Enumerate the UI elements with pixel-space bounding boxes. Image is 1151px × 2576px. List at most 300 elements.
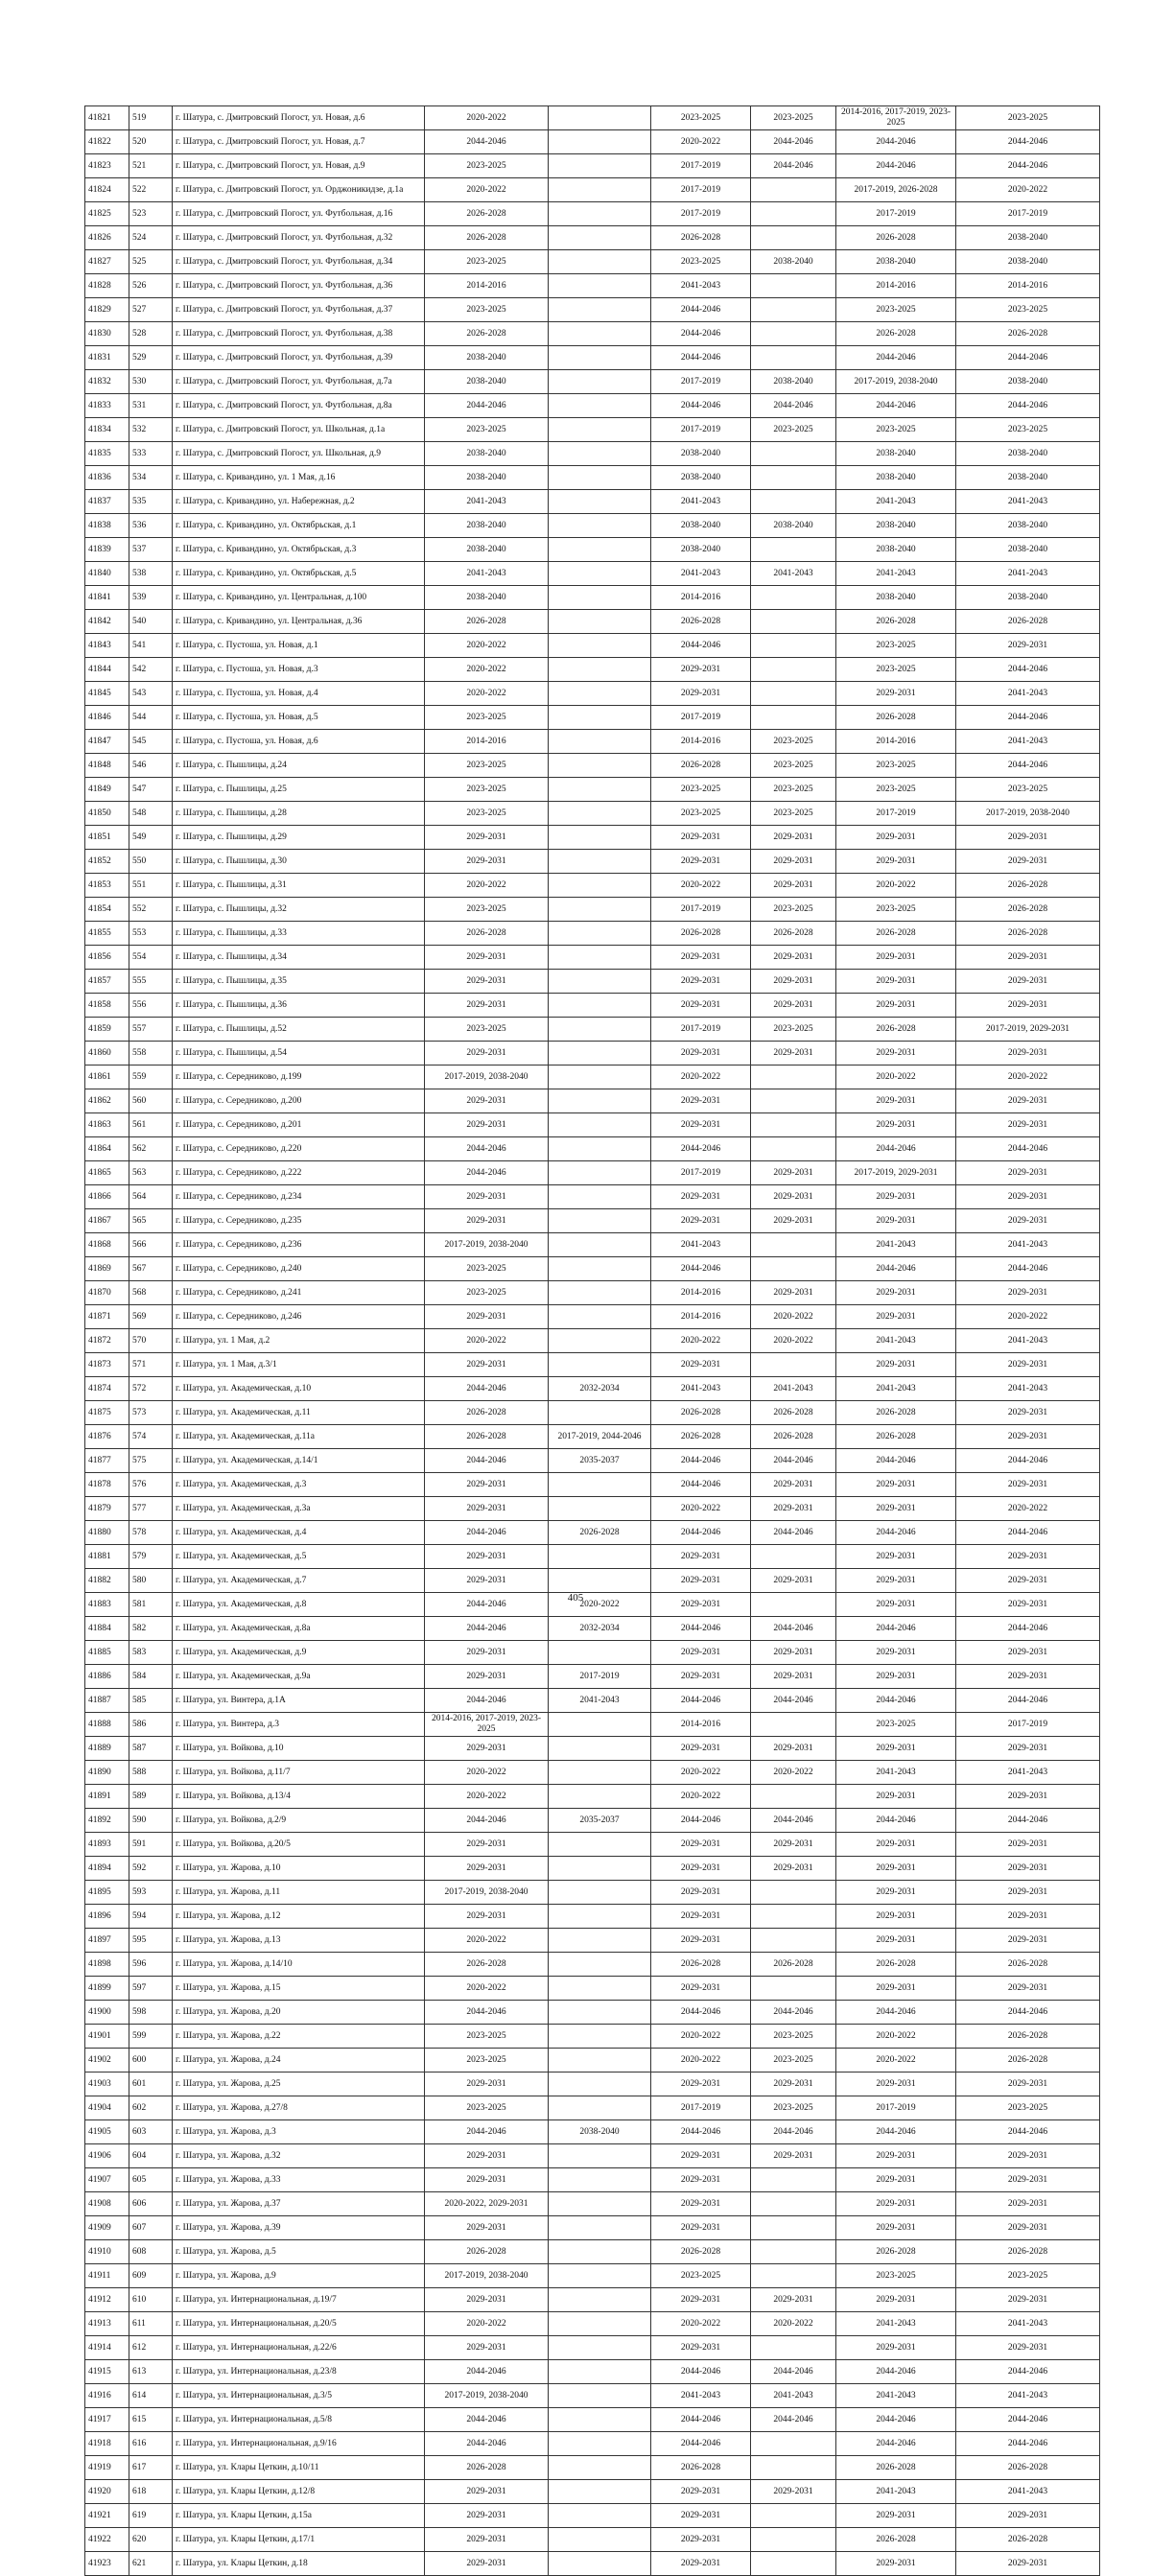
cell-period-3: 2044-2046: [651, 1809, 751, 1833]
cell-period-4: [751, 634, 836, 658]
cell-record-id: 41918: [85, 2432, 129, 2456]
cell-address: г. Шатура, ул. Интернациональная, д.22/6: [173, 2336, 425, 2360]
cell-record-id: 41843: [85, 634, 129, 658]
cell-period-2: [549, 1089, 651, 1113]
cell-period-4: 2023-2025: [751, 730, 836, 754]
cell-period-2: [549, 970, 651, 994]
cell-record-id: 41894: [85, 1857, 129, 1881]
cell-item-number: 621: [129, 2552, 173, 2576]
cell-address: г. Шатура, ул. Клары Цеткин, д.12/8: [173, 2480, 425, 2504]
cell-address: г. Шатура, ул. Винтера, д.1А: [173, 1689, 425, 1713]
table-row: [85, 2168, 1100, 2192]
cell-period-5: 2017-2019, 2029-2031: [836, 1161, 956, 1185]
cell-period-6: 2029-2031: [956, 2336, 1100, 2360]
cell-address: г. Шатура, ул. Жарова, д.27/8: [173, 2096, 425, 2120]
cell-period-1: 2026-2028: [425, 922, 549, 946]
cell-period-2: [549, 226, 651, 250]
cell-address: г. Шатура, с. Середниково, д.241: [173, 1281, 425, 1305]
table-row: [85, 1641, 1100, 1665]
cell-address: г. Шатура, ул. Интернациональная, д.5/8: [173, 2408, 425, 2432]
cell-item-number: 607: [129, 2216, 173, 2240]
cell-period-3: 2014-2016: [651, 730, 751, 754]
cell-period-3: 2026-2028: [651, 922, 751, 946]
table-row: [85, 2552, 1100, 2576]
cell-period-6: 2044-2046: [956, 754, 1100, 778]
cell-address: г. Шатура, с. Пышлицы, д.33: [173, 922, 425, 946]
cell-period-6: 2044-2046: [956, 1449, 1100, 1473]
table-row: [85, 1545, 1100, 1569]
cell-period-2: [549, 994, 651, 1018]
cell-period-5: 2029-2031: [836, 1473, 956, 1497]
cell-period-3: 2029-2031: [651, 1545, 751, 1569]
cell-address: г. Шатура, с. Дмитровский Погост, ул. Футбольная, д.16: [173, 202, 425, 226]
cell-period-1: 2044-2046: [425, 1137, 549, 1161]
cell-period-5: 2029-2031: [836, 826, 956, 850]
cell-period-5: 2020-2022: [836, 2025, 956, 2049]
cell-period-5: 2029-2031: [836, 1497, 956, 1521]
cell-period-1: 2029-2031: [425, 1857, 549, 1881]
cell-item-number: 609: [129, 2264, 173, 2288]
table-row: [85, 250, 1100, 274]
cell-address: г. Шатура, с. Середниково, д.200: [173, 1089, 425, 1113]
table-row: [85, 874, 1100, 898]
cell-period-6: 2029-2031: [956, 1785, 1100, 1809]
cell-record-id: 41906: [85, 2144, 129, 2168]
cell-period-6: 2038-2040: [956, 586, 1100, 610]
cell-address: г. Шатура, ул. Жарова, д.13: [173, 1929, 425, 1953]
cell-address: г. Шатура, с. Дмитровский Погост, ул. Футбольная, д.8а: [173, 394, 425, 418]
cell-period-5: 2029-2031: [836, 1785, 956, 1809]
page-number: 405: [567, 1592, 584, 1604]
cell-period-4: [751, 178, 836, 202]
table-row: [85, 2264, 1100, 2288]
cell-record-id: 41920: [85, 2480, 129, 2504]
cell-period-4: [751, 1089, 836, 1113]
cell-record-id: 41874: [85, 1377, 129, 1401]
table-row: [85, 826, 1100, 850]
cell-period-3: 2029-2031: [651, 2168, 751, 2192]
cell-item-number: 534: [129, 466, 173, 490]
cell-address: г. Шатура, с. Кривандино, ул. Центральная, д.100: [173, 586, 425, 610]
cell-period-6: 2023-2025: [956, 106, 1100, 130]
cell-period-5: 2044-2046: [836, 1257, 956, 1281]
cell-period-3: 2020-2022: [651, 1329, 751, 1353]
table-row: [85, 1377, 1100, 1401]
cell-item-number: 583: [129, 1641, 173, 1665]
cell-period-1: 2029-2031: [425, 1305, 549, 1329]
cell-period-3: 2038-2040: [651, 538, 751, 562]
cell-period-1: 2029-2031: [425, 2504, 549, 2528]
cell-period-6: 2029-2031: [956, 1281, 1100, 1305]
cell-period-5: 2029-2031: [836, 1905, 956, 1929]
cell-address: г. Шатура, ул. Академическая, д.9а: [173, 1665, 425, 1689]
cell-period-4: 2029-2031: [751, 1473, 836, 1497]
cell-period-3: 2038-2040: [651, 442, 751, 466]
cell-period-2: [549, 2384, 651, 2408]
cell-period-5: 2023-2025: [836, 658, 956, 682]
cell-address: г. Шатура, с. Середниково, д.235: [173, 1209, 425, 1233]
cell-period-2: [549, 130, 651, 154]
cell-period-3: 2041-2043: [651, 1377, 751, 1401]
cell-period-1: 2020-2022: [425, 106, 549, 130]
cell-record-id: 41829: [85, 298, 129, 322]
cell-item-number: 599: [129, 2025, 173, 2049]
cell-period-2: [549, 322, 651, 346]
cell-period-5: 2023-2025: [836, 778, 956, 802]
cell-record-id: 41888: [85, 1713, 129, 1737]
cell-item-number: 560: [129, 1089, 173, 1113]
table-row: [85, 922, 1100, 946]
cell-period-1: 2044-2046: [425, 1689, 549, 1713]
cell-address: г. Шатура, с. Середниково, д.199: [173, 1066, 425, 1089]
cell-period-1: 2017-2019, 2038-2040: [425, 1233, 549, 1257]
cell-address: г. Шатура, ул. Войкова, д.2/9: [173, 1809, 425, 1833]
cell-address: г. Шатура, с. Середниково, д.222: [173, 1161, 425, 1185]
cell-period-1: 2014-2016: [425, 730, 549, 754]
cell-period-3: 2044-2046: [651, 2360, 751, 2384]
cell-period-4: 2023-2025: [751, 754, 836, 778]
cell-period-2: [549, 898, 651, 922]
cell-period-4: 2044-2046: [751, 2120, 836, 2144]
cell-address: г. Шатура, ул. Войкова, д.11/7: [173, 1761, 425, 1785]
table-row: [85, 1617, 1100, 1641]
cell-period-3: 2026-2028: [651, 2456, 751, 2480]
cell-period-4: 2023-2025: [751, 106, 836, 130]
cell-period-1: 2017-2019, 2038-2040: [425, 1881, 549, 1905]
cell-address: г. Шатура, ул. Клары Цеткин, д.18: [173, 2552, 425, 2576]
cell-item-number: 617: [129, 2456, 173, 2480]
cell-item-number: 561: [129, 1113, 173, 1137]
cell-period-3: 2026-2028: [651, 226, 751, 250]
cell-period-1: 2038-2040: [425, 466, 549, 490]
cell-period-1: 2023-2025: [425, 2049, 549, 2073]
cell-period-5: 2029-2031: [836, 2288, 956, 2312]
cell-period-2: [549, 2408, 651, 2432]
cell-period-3: 2044-2046: [651, 1449, 751, 1473]
table-row: [85, 2384, 1100, 2408]
cell-period-5: 2041-2043: [836, 1329, 956, 1353]
cell-period-1: 2038-2040: [425, 346, 549, 370]
cell-period-4: 2029-2031: [751, 1833, 836, 1857]
cell-period-3: 2029-2031: [651, 1569, 751, 1593]
cell-period-1: 2020-2022: [425, 682, 549, 706]
cell-address: г. Шатура, ул. Академическая, д.3: [173, 1473, 425, 1497]
cell-period-1: 2017-2019, 2038-2040: [425, 2384, 549, 2408]
table-row: [85, 274, 1100, 298]
cell-address: г. Шатура, ул. Академическая, д.5: [173, 1545, 425, 1569]
cell-period-5: 2029-2031: [836, 682, 956, 706]
cell-item-number: 618: [129, 2480, 173, 2504]
table-row: [85, 2240, 1100, 2264]
cell-address: г. Шатура, ул. Жарова, д.24: [173, 2049, 425, 2073]
cell-item-number: 557: [129, 1018, 173, 1042]
cell-period-3: 2017-2019: [651, 154, 751, 178]
cell-period-3: 2017-2019: [651, 706, 751, 730]
cell-period-1: 2029-2031: [425, 1185, 549, 1209]
cell-period-3: 2026-2028: [651, 754, 751, 778]
cell-period-3: 2044-2046: [651, 346, 751, 370]
cell-period-3: 2029-2031: [651, 1665, 751, 1689]
cell-item-number: 571: [129, 1353, 173, 1377]
cell-period-4: 2023-2025: [751, 802, 836, 826]
cell-address: г. Шатура, с. Дмитровский Погост, ул. Школьная, д.9: [173, 442, 425, 466]
cell-address: г. Шатура, с. Пышлицы, д.29: [173, 826, 425, 850]
cell-address: г. Шатура, с. Кривандино, ул. 1 Мая, д.16: [173, 466, 425, 490]
cell-period-1: 2029-2031: [425, 2144, 549, 2168]
cell-item-number: 526: [129, 274, 173, 298]
cell-address: г. Шатура, ул. Интернациональная, д.23/8: [173, 2360, 425, 2384]
cell-address: г. Шатура, с. Кривандино, ул. Центральная, д.36: [173, 610, 425, 634]
cell-period-2: [549, 1233, 651, 1257]
cell-period-5: 2029-2031: [836, 2504, 956, 2528]
table-row: [85, 682, 1100, 706]
cell-period-6: 2029-2031: [956, 1113, 1100, 1137]
cell-period-1: 2023-2025: [425, 298, 549, 322]
cell-record-id: 41853: [85, 874, 129, 898]
cell-period-6: 2026-2028: [956, 922, 1100, 946]
cell-period-6: 2044-2046: [956, 1521, 1100, 1545]
cell-period-3: 2044-2046: [651, 1473, 751, 1497]
cell-record-id: 41908: [85, 2192, 129, 2216]
cell-period-2: [549, 1353, 651, 1377]
cell-period-2: [549, 1113, 651, 1137]
cell-period-1: 2029-2031: [425, 2528, 549, 2552]
cell-period-1: 2026-2028: [425, 1401, 549, 1425]
cell-item-number: 567: [129, 1257, 173, 1281]
table-row: [85, 1473, 1100, 1497]
cell-record-id: 41832: [85, 370, 129, 394]
cell-item-number: 581: [129, 1593, 173, 1617]
cell-period-2: [549, 418, 651, 442]
cell-period-4: 2044-2046: [751, 394, 836, 418]
cell-period-4: [751, 274, 836, 298]
cell-period-4: [751, 1905, 836, 1929]
cell-period-3: 2017-2019: [651, 178, 751, 202]
table-row: [85, 1401, 1100, 1425]
table-row: [85, 298, 1100, 322]
cell-period-5: 2038-2040: [836, 586, 956, 610]
table-row: [85, 1785, 1100, 1809]
cell-address: г. Шатура, с. Середниково, д.246: [173, 1305, 425, 1329]
cell-period-6: 2038-2040: [956, 514, 1100, 538]
cell-address: г. Шатура, ул. Академическая, д.10: [173, 1377, 425, 1401]
table-row: [85, 106, 1100, 130]
cell-period-2: [549, 802, 651, 826]
cell-period-4: 2038-2040: [751, 370, 836, 394]
cell-period-5: 2029-2031: [836, 1569, 956, 1593]
cell-address: г. Шатура, ул. Академическая, д.9: [173, 1641, 425, 1665]
table-row: [85, 2144, 1100, 2168]
cell-period-3: 2029-2031: [651, 1641, 751, 1665]
cell-item-number: 608: [129, 2240, 173, 2264]
table-row: [85, 1281, 1100, 1305]
cell-period-4: [751, 1977, 836, 2001]
cell-address: г. Шатура, ул. Жарова, д.20: [173, 2001, 425, 2025]
cell-period-4: [751, 1233, 836, 1257]
table-row: [85, 394, 1100, 418]
cell-record-id: 41852: [85, 850, 129, 874]
cell-period-4: [751, 2552, 836, 2576]
table-row: [85, 2049, 1100, 2073]
cell-period-4: [751, 706, 836, 730]
cell-record-id: 41858: [85, 994, 129, 1018]
cell-item-number: 594: [129, 1905, 173, 1929]
table-row: [85, 1953, 1100, 1977]
cell-period-6: 2044-2046: [956, 154, 1100, 178]
cell-period-1: 2029-2031: [425, 1473, 549, 1497]
cell-period-5: 2029-2031: [836, 970, 956, 994]
table-row: [85, 538, 1100, 562]
cell-period-6: 2023-2025: [956, 2264, 1100, 2288]
cell-address: г. Шатура, ул. Клары Цеткин, д.15а: [173, 2504, 425, 2528]
cell-period-4: [751, 2264, 836, 2288]
table-row: [85, 514, 1100, 538]
cell-item-number: 570: [129, 1329, 173, 1353]
cell-address: г. Шатура, ул. Винтера, д.3: [173, 1713, 425, 1737]
cell-address: г. Шатура, ул. Академическая, д.4: [173, 1521, 425, 1545]
cell-period-2: [549, 1018, 651, 1042]
cell-period-2: [549, 2192, 651, 2216]
cell-period-3: 2029-2031: [651, 1977, 751, 2001]
cell-record-id: 41838: [85, 514, 129, 538]
table-row: [85, 1425, 1100, 1449]
table-row: [85, 2120, 1100, 2144]
cell-address: г. Шатура, с. Середниково, д.234: [173, 1185, 425, 1209]
cell-record-id: 41850: [85, 802, 129, 826]
cell-record-id: 41898: [85, 1953, 129, 1977]
table-row: [85, 946, 1100, 970]
cell-period-1: 2020-2022, 2029-2031: [425, 2192, 549, 2216]
table-row: [85, 1521, 1100, 1545]
cell-item-number: 528: [129, 322, 173, 346]
cell-item-number: 543: [129, 682, 173, 706]
cell-period-2: [549, 826, 651, 850]
cell-item-number: 529: [129, 346, 173, 370]
cell-record-id: 41903: [85, 2073, 129, 2096]
cell-period-1: 2020-2022: [425, 178, 549, 202]
cell-item-number: 536: [129, 514, 173, 538]
cell-period-5: 2029-2031: [836, 1305, 956, 1329]
cell-period-6: 2020-2022: [956, 1497, 1100, 1521]
cell-item-number: 533: [129, 442, 173, 466]
cell-period-4: [751, 586, 836, 610]
cell-period-1: 2044-2046: [425, 1809, 549, 1833]
cell-period-5: 2029-2031: [836, 1545, 956, 1569]
cell-address: г. Шатура, ул. Академическая, д.7: [173, 1569, 425, 1593]
cell-period-5: 2029-2031: [836, 946, 956, 970]
cell-period-4: 2029-2031: [751, 1161, 836, 1185]
cell-period-1: 2020-2022: [425, 1977, 549, 2001]
cell-period-2: [549, 2504, 651, 2528]
cell-period-3: 2017-2019: [651, 370, 751, 394]
table-row: [85, 1497, 1100, 1521]
table-row: [85, 2312, 1100, 2336]
cell-period-6: 2041-2043: [956, 2480, 1100, 2504]
cell-period-2: [549, 658, 651, 682]
cell-period-3: 2029-2031: [651, 970, 751, 994]
cell-period-1: 2014-2016: [425, 274, 549, 298]
cell-record-id: 41831: [85, 346, 129, 370]
cell-period-3: 2029-2031: [651, 1905, 751, 1929]
cell-period-1: 2020-2022: [425, 874, 549, 898]
cell-period-4: 2023-2025: [751, 2025, 836, 2049]
cell-period-4: [751, 490, 836, 514]
cell-item-number: 602: [129, 2096, 173, 2120]
cell-address: г. Шатура, ул. 1 Мая, д.3/1: [173, 1353, 425, 1377]
cell-period-1: 2029-2031: [425, 1353, 549, 1377]
cell-period-6: 2029-2031: [956, 994, 1100, 1018]
cell-period-6: 2020-2022: [956, 1066, 1100, 1089]
cell-period-5: 2017-2019: [836, 202, 956, 226]
cell-period-5: 2044-2046: [836, 2120, 956, 2144]
cell-period-3: 2041-2043: [651, 490, 751, 514]
cell-period-6: 2017-2019, 2038-2040: [956, 802, 1100, 826]
cell-period-5: 2017-2019: [836, 802, 956, 826]
cell-address: г. Шатура, с. Кривандино, ул. Октябрьская, д.3: [173, 538, 425, 562]
cell-period-3: 2026-2028: [651, 2240, 751, 2264]
cell-period-5: 2038-2040: [836, 250, 956, 274]
cell-period-5: 2029-2031: [836, 994, 956, 1018]
cell-period-4: 2023-2025: [751, 418, 836, 442]
cell-period-6: 2029-2031: [956, 2192, 1100, 2216]
cell-period-3: 2044-2046: [651, 2432, 751, 2456]
cell-period-4: 2038-2040: [751, 514, 836, 538]
cell-address: г. Шатура, с. Дмитровский Погост, ул. Футбольная, д.34: [173, 250, 425, 274]
cell-item-number: 572: [129, 1377, 173, 1401]
cell-period-3: 2029-2031: [651, 1593, 751, 1617]
cell-period-4: [751, 538, 836, 562]
cell-item-number: 541: [129, 634, 173, 658]
cell-period-5: 2029-2031: [836, 2073, 956, 2096]
cell-record-id: 41882: [85, 1569, 129, 1593]
cell-period-1: 2038-2040: [425, 586, 549, 610]
table-row: [85, 634, 1100, 658]
cell-record-id: 41886: [85, 1665, 129, 1689]
cell-period-2: [549, 778, 651, 802]
cell-address: г. Шатура, с. Пустоша, ул. Новая, д.6: [173, 730, 425, 754]
cell-period-4: 2044-2046: [751, 1617, 836, 1641]
cell-period-4: 2023-2025: [751, 898, 836, 922]
cell-record-id: 41833: [85, 394, 129, 418]
cell-item-number: 523: [129, 202, 173, 226]
cell-period-4: 2029-2031: [751, 1497, 836, 1521]
cell-period-6: 2014-2016: [956, 274, 1100, 298]
cell-period-6: 2044-2046: [956, 2120, 1100, 2144]
cell-period-3: 2029-2031: [651, 2288, 751, 2312]
cell-period-2: [549, 1713, 651, 1737]
cell-period-5: 2044-2046: [836, 2432, 956, 2456]
table-row: [85, 1185, 1100, 1209]
cell-period-3: 2020-2022: [651, 874, 751, 898]
cell-item-number: 591: [129, 1833, 173, 1857]
cell-address: г. Шатура, с. Дмитровский Погост, ул. Футбольная, д.37: [173, 298, 425, 322]
cell-address: г. Шатура, с. Дмитровский Погост, ул. Футбольная, д.32: [173, 226, 425, 250]
cell-record-id: 41835: [85, 442, 129, 466]
cell-period-2: [549, 346, 651, 370]
cell-period-5: 2044-2046: [836, 1521, 956, 1545]
cell-period-3: 2017-2019: [651, 1161, 751, 1185]
cell-address: г. Шатура, ул. Академическая, д.11а: [173, 1425, 425, 1449]
cell-period-3: 2020-2022: [651, 2025, 751, 2049]
cell-period-3: 2044-2046: [651, 1521, 751, 1545]
cell-period-3: 2023-2025: [651, 250, 751, 274]
table-row: [85, 1329, 1100, 1353]
cell-record-id: 41847: [85, 730, 129, 754]
cell-record-id: 41896: [85, 1905, 129, 1929]
table-row: [85, 1833, 1100, 1857]
cell-period-4: 2029-2031: [751, 1641, 836, 1665]
cell-period-1: 2029-2031: [425, 1737, 549, 1761]
